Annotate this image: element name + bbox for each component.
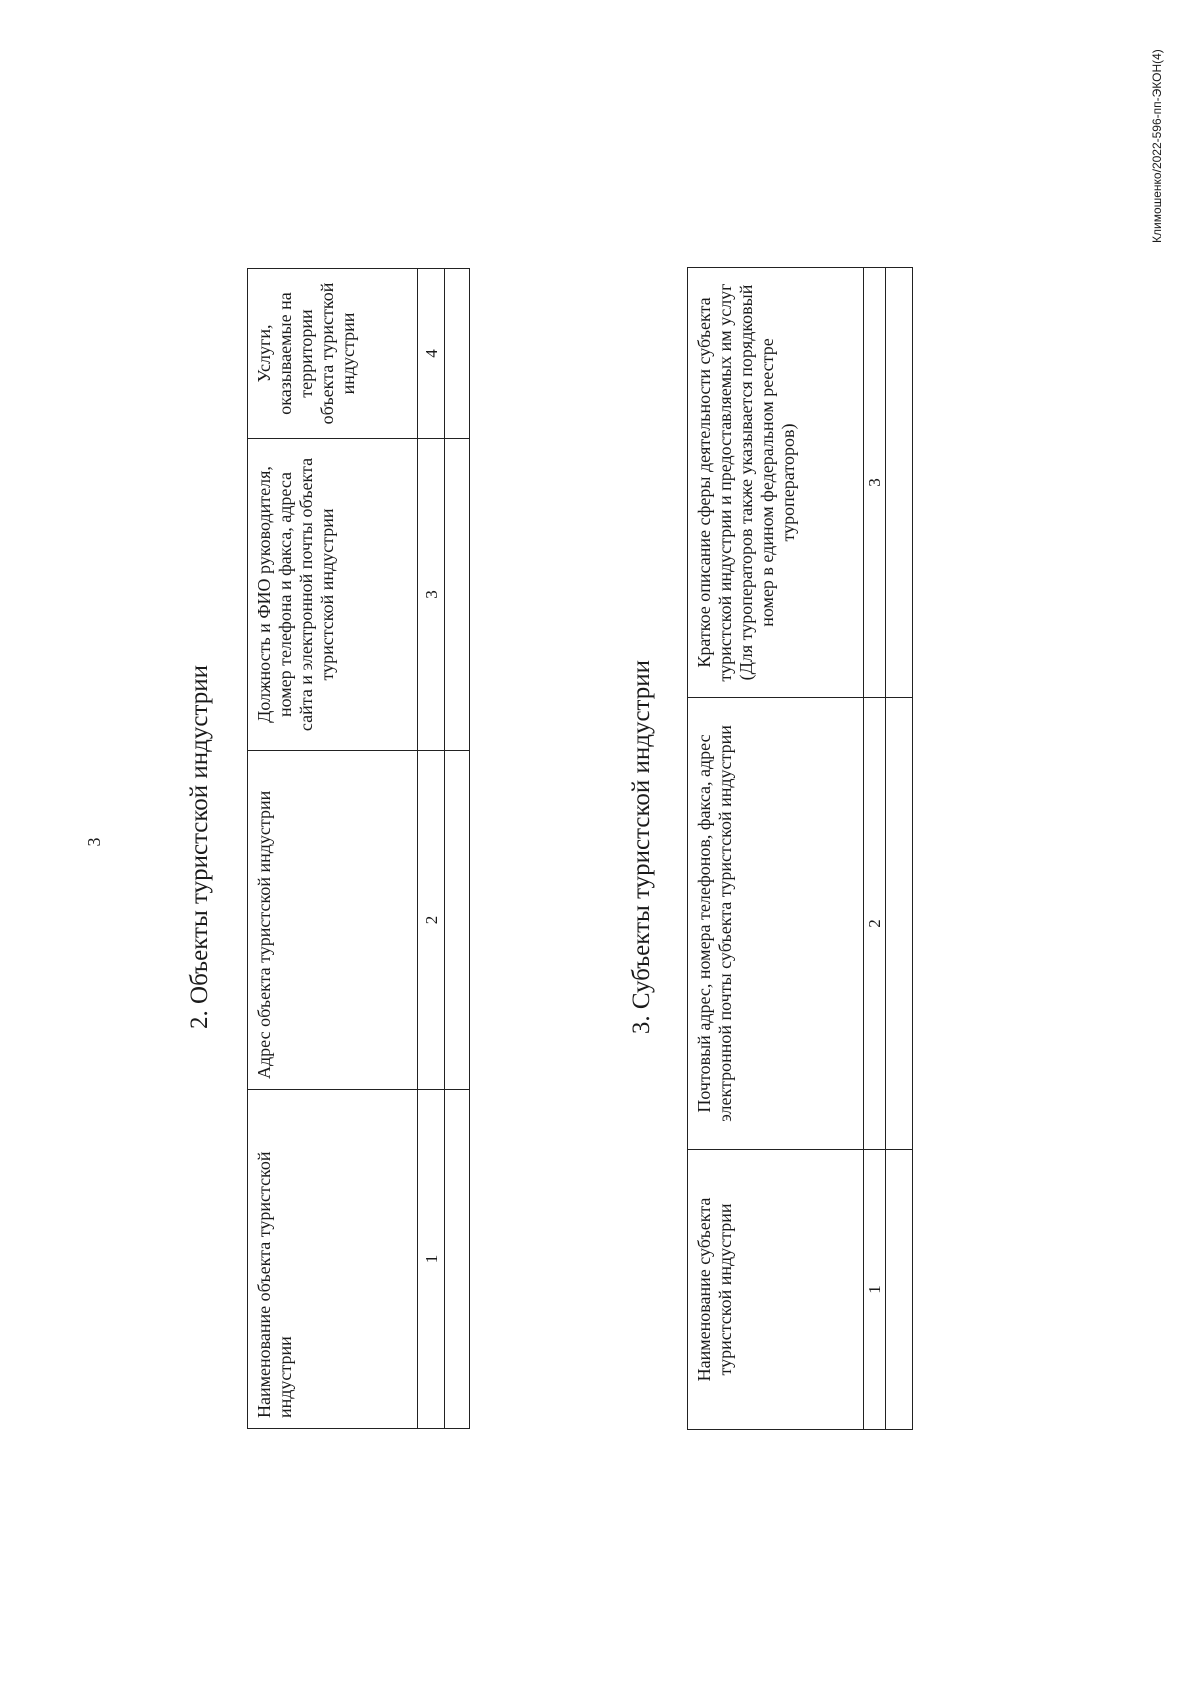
header-object-address: Адрес объекта туристской индустрии bbox=[248, 751, 418, 1090]
header-object-name: Наименование объекта туристской индустрии bbox=[248, 1090, 418, 1429]
column-number: 1 bbox=[418, 1090, 445, 1429]
page-number: 3 bbox=[84, 837, 104, 847]
table-cell bbox=[886, 268, 913, 698]
table-header-row bbox=[688, 268, 864, 1430]
table-header-row bbox=[248, 269, 418, 1429]
table-row bbox=[445, 269, 470, 1429]
table-row bbox=[886, 268, 913, 1430]
tourism-subjects-table bbox=[687, 267, 913, 1430]
column-number: 2 bbox=[418, 751, 445, 1090]
table-cell bbox=[445, 269, 470, 439]
tourism-objects-table bbox=[247, 268, 470, 1429]
header-subject-name: Наименование субъекта туристской индустрии bbox=[688, 1150, 864, 1430]
section-2-title: 2. Объекты туристской индустрии bbox=[186, 665, 213, 1029]
document-code: Климошенко/2022-596-пп-ЭКОН(4) bbox=[1150, 49, 1164, 243]
table-cell bbox=[886, 698, 913, 1150]
section-3-title: 3. Субъекты туристской индустрии bbox=[628, 659, 655, 1035]
header-subject-contacts: Почтовый адрес, номера телефонов, факса, адрес электронной почты субъекта туристской индустрии bbox=[688, 698, 864, 1150]
header-manager-contacts: Должность и ФИО руководителя, номер телефона и факса, адреса сайта и электронной почты объекта туристской индустрии bbox=[248, 439, 418, 751]
header-services: Услуги, оказываемые на территории объекта туристкой индустрии bbox=[248, 269, 418, 439]
column-number-row bbox=[418, 269, 445, 1429]
table-cell bbox=[445, 1090, 470, 1429]
column-number: 1 bbox=[864, 1150, 886, 1430]
column-number: 3 bbox=[418, 439, 445, 751]
column-number: 2 bbox=[864, 698, 886, 1150]
table-cell bbox=[445, 751, 470, 1090]
table-cell bbox=[886, 1150, 913, 1430]
column-number: 3 bbox=[864, 268, 886, 698]
table-cell bbox=[445, 439, 470, 751]
column-number-row bbox=[864, 268, 886, 1430]
header-subject-description: Краткое описание сферы деятельности субъекта туристской индустрии и предоставляемых им услуг (Для туроператоров также указывается порядковый номер в едином федеральном реестре туроператоров) bbox=[688, 268, 864, 698]
column-number: 4 bbox=[418, 269, 445, 439]
